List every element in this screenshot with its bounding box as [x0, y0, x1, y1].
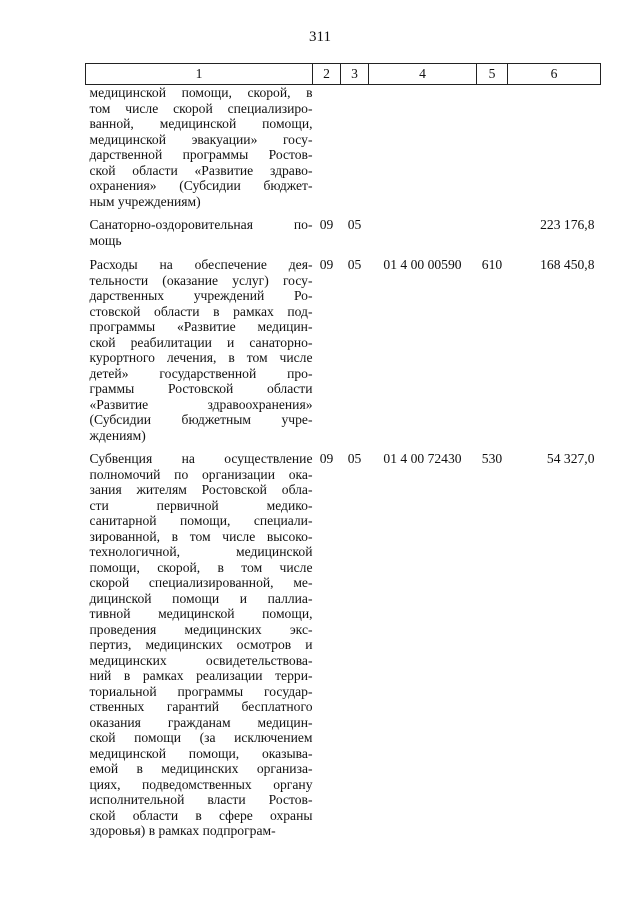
header-col-4: 4	[369, 64, 477, 85]
row-description	[86, 217, 313, 257]
description-line: медицинских освидетельствова-	[89, 652, 313, 668]
header-col-5: 5	[477, 64, 508, 85]
page-number: 311	[309, 29, 331, 45]
row-subsection: 05	[347, 257, 362, 272]
row-description	[86, 85, 313, 218]
description-line: дицинской помощи и паллиа-	[89, 590, 313, 606]
row-subsection: 05	[347, 217, 362, 232]
description-line: циях, подведомственных органу	[89, 776, 313, 792]
description-line: Субвенция на осуществление	[89, 451, 313, 466]
description-line: мощь	[89, 232, 122, 248]
row-amount	[508, 85, 601, 218]
description-line: медицинской эвакуации» госу-	[89, 131, 313, 147]
description-line: ской области в сфере охраны	[89, 807, 313, 823]
header-col-6: 6	[508, 64, 601, 85]
row-description	[86, 451, 313, 839]
description-line: ториальной программы государ-	[89, 683, 313, 699]
description-line: Расходы на обеспечение дея-	[89, 257, 313, 272]
description-line: том числе скорой специализиро-	[89, 100, 313, 116]
row-expense-type: 530	[481, 451, 503, 466]
row-target-code	[369, 217, 477, 257]
description-line: курортного лечения, в том числе	[89, 350, 313, 365]
table-body	[86, 85, 601, 839]
table-row-sanatorium	[86, 217, 601, 257]
row-section	[313, 85, 341, 218]
description-line: исполнительной власти Ростов-	[89, 792, 313, 807]
row-amount: 223 176,8	[540, 217, 595, 232]
row-target-code	[369, 85, 477, 218]
description-line: Санаторно-оздоровительная по-	[89, 217, 313, 232]
row-subsection	[341, 85, 369, 218]
row-expense-type	[477, 85, 508, 218]
header-row	[86, 64, 601, 85]
description-line: ванной, медицинской помощи,	[89, 116, 313, 131]
description-line: медицинской помощи, оказыва-	[89, 745, 313, 761]
description-line: программы «Развитие медицин-	[89, 319, 313, 334]
description-line: здоровья) в рамках подпрограм-	[89, 823, 276, 838]
description-line: оказания гражданам медицин-	[89, 714, 313, 730]
description-line: проведения медицинских экс-	[89, 621, 313, 637]
description-line: полномочий по организации ока-	[89, 466, 313, 482]
row-target-code: 01 4 00 00590	[383, 257, 462, 272]
table-header	[86, 64, 601, 85]
description-line: технологичной, медицинской	[89, 544, 313, 559]
row-section: 09	[319, 217, 334, 232]
table-row-continuation	[86, 85, 601, 218]
row-expense-type	[477, 217, 508, 257]
description-line: скорой специализированной, ме-	[89, 575, 313, 590]
description-line: ний в рамках реализации терри-	[89, 668, 313, 683]
row-expense-type: 610	[481, 257, 503, 272]
description-line: детей» государственной про-	[89, 365, 313, 381]
description-line: стовской области в рамках под-	[89, 303, 313, 319]
description-line: ской области «Развитие здраво-	[89, 162, 313, 178]
row-description	[86, 257, 313, 451]
description-line: ным учреждениям)	[89, 193, 201, 209]
description-line: ждениям)	[89, 427, 146, 443]
description-line: ственных гарантий бесплатного	[89, 699, 313, 714]
row-target-code: 01 4 00 72430	[383, 451, 462, 466]
description-line: дарственных учреждений Ро-	[89, 288, 313, 303]
header-col-3: 3	[341, 64, 369, 85]
row-section: 09	[319, 451, 334, 466]
description-line: дарственной программы Ростов-	[89, 147, 313, 162]
description-line: санитарной помощи, специали-	[89, 513, 313, 528]
table-row-expenses	[86, 257, 601, 451]
description-line: помощи, скорой, в том числе	[89, 559, 313, 575]
description-line: (Субсидии бюджетным учре-	[89, 412, 313, 427]
row-amount: 54 327,0	[546, 451, 595, 466]
description-line: «Развитие здравоохранения»	[89, 396, 313, 412]
description-line: ской помощи (за исключением	[89, 730, 313, 745]
row-amount: 168 450,8	[540, 257, 595, 272]
description-line: тельности (оказание услуг) госу-	[89, 272, 313, 288]
description-line: пертиз, медицинских осмотров и	[89, 637, 313, 652]
description-line: сти первичной медико-	[89, 497, 313, 513]
description-line: тивной медицинской помощи,	[89, 606, 313, 621]
description-line: медицинской помощи, скорой, в	[89, 85, 313, 100]
row-section: 09	[319, 257, 334, 272]
budget-table	[85, 63, 601, 839]
header-col-2: 2	[313, 64, 341, 85]
description-line: зированной, в том числе высоко-	[89, 528, 313, 544]
header-col-1: 1	[86, 64, 313, 85]
description-line: граммы Ростовской области	[89, 381, 313, 396]
description-line: зания жителям Ростовской обла-	[89, 482, 313, 497]
description-line: ской реабилитации и санаторно-	[89, 334, 313, 350]
row-subsection: 05	[347, 451, 362, 466]
table-row-subvention	[86, 451, 601, 839]
description-line: охранения» (Субсидии бюджет-	[89, 178, 313, 193]
description-line: емой в медицинских организа-	[89, 761, 313, 776]
